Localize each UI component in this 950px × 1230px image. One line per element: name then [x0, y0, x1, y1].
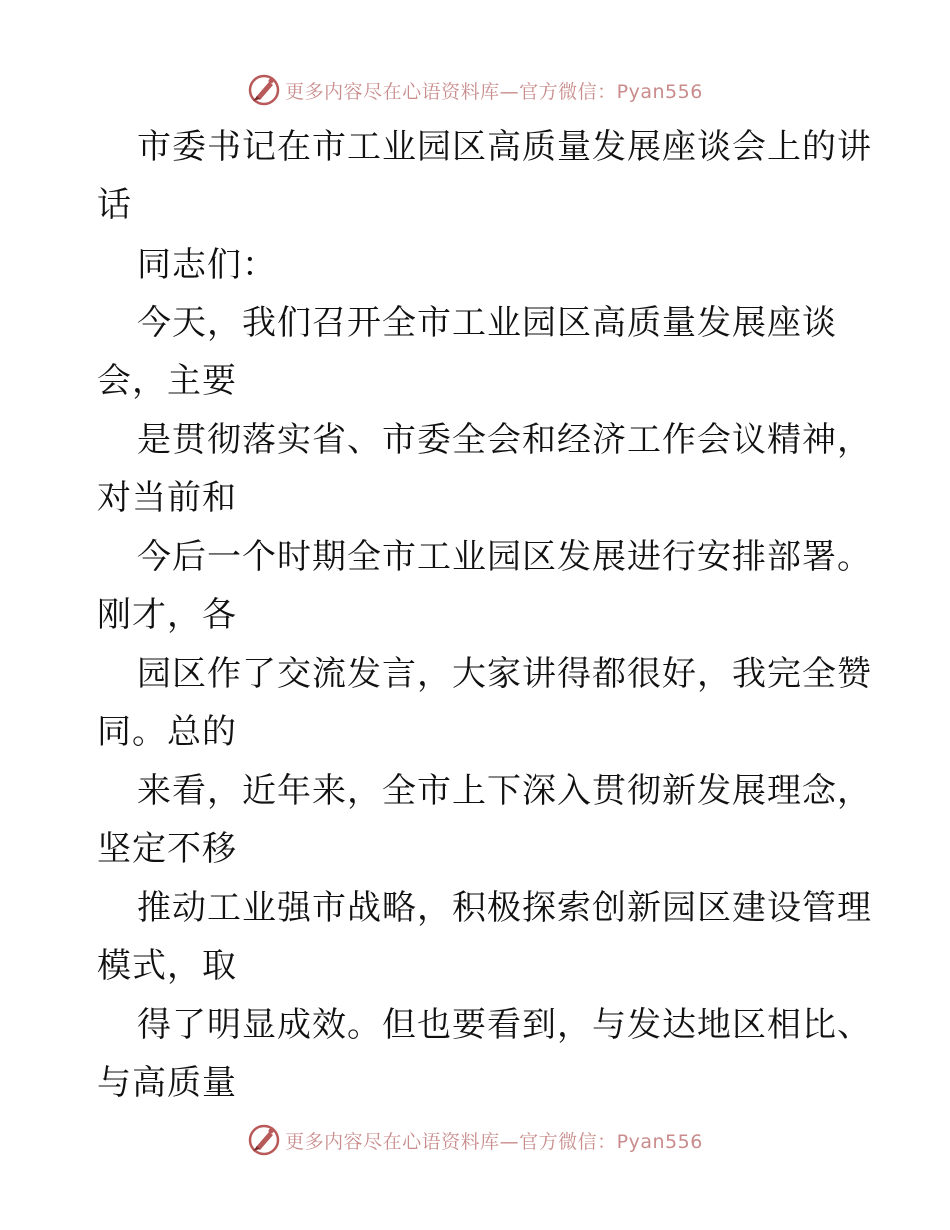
paragraph-line: 同。总的 — [97, 712, 237, 752]
paragraph-line: 坚定不移 — [97, 829, 237, 869]
pen-logo-icon — [247, 73, 281, 107]
paragraph-line: 对当前和 — [97, 478, 237, 518]
paragraph-line: 园区作了交流发言，大家讲得都很好，我完全赞 — [137, 654, 872, 694]
watermark-text: 更多内容尽在心语资料库—官方微信：Pyan556 — [285, 1130, 703, 1153]
paragraph-line: 来看，近年来，全市上下深入贯彻新发展理念， — [137, 771, 872, 811]
document-title-line: 话 — [97, 185, 132, 225]
watermark-text: 更多内容尽在心语资料库—官方微信：Pyan556 — [285, 80, 703, 103]
watermark-header — [0, 70, 950, 110]
paragraph-line: 刚才，各 — [97, 595, 237, 635]
paragraph-line: 是贯彻落实省、市委全会和经济工作会议精神， — [137, 420, 872, 460]
watermark-footer — [0, 1120, 950, 1160]
paragraph-line: 模式，取 — [97, 946, 237, 986]
pen-logo-icon — [247, 1123, 281, 1157]
paragraph-line: 今天，我们召开全市工业园区高质量发展座谈 — [137, 303, 837, 343]
salutation: 同志们： — [137, 245, 277, 285]
paragraph-line: 会，主要 — [97, 361, 237, 401]
paragraph-line: 得了明显成效。但也要看到，与发达地区相比、 — [137, 1005, 872, 1045]
paragraph-line: 推动工业强市战略，积极探索创新园区建设管理 — [137, 888, 872, 928]
document-title-line: 市委书记在市工业园区高质量发展座谈会上的讲 — [137, 127, 872, 167]
paragraph-line: 今后一个时期全市工业园区发展进行安排部署。 — [137, 537, 872, 577]
paragraph-line: 与高质量 — [97, 1063, 237, 1103]
